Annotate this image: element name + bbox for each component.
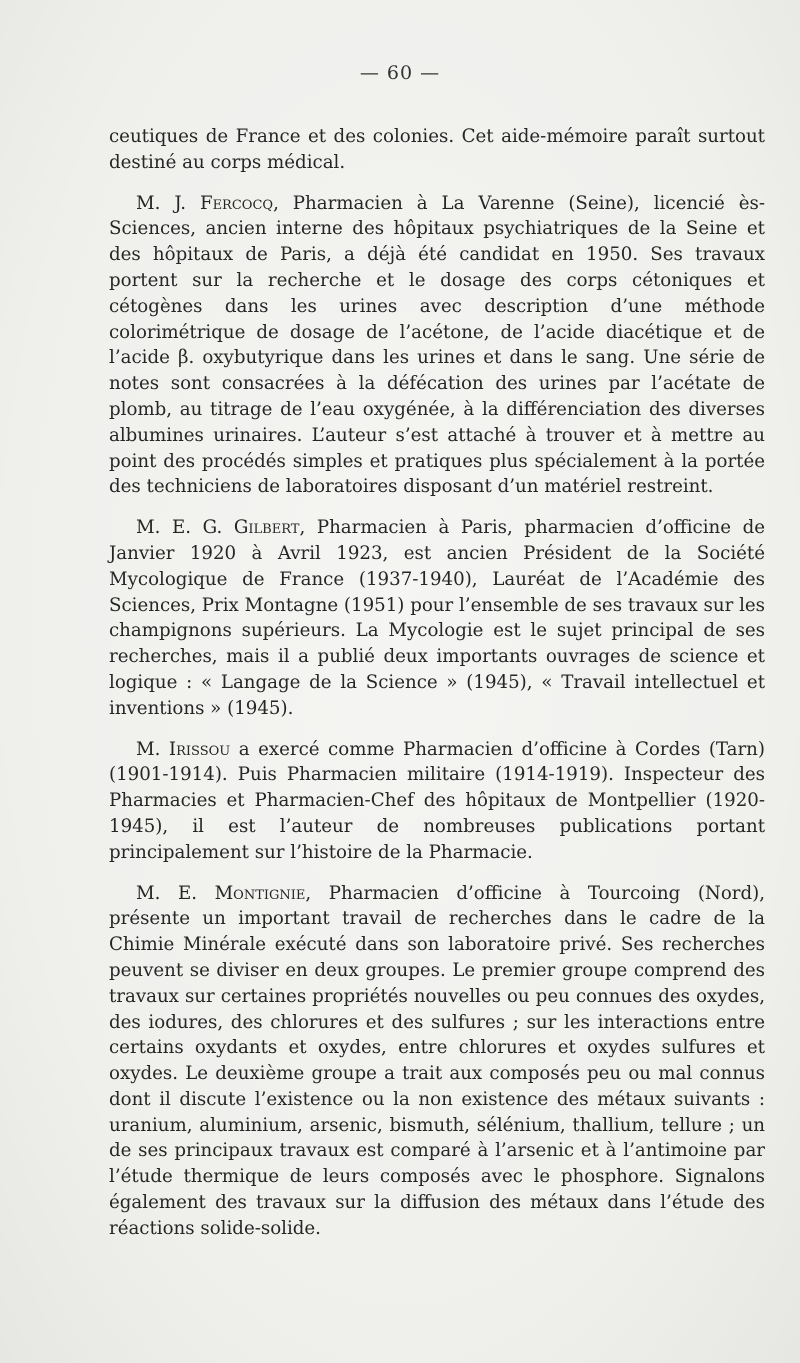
paragraph-irissou: [109, 737, 765, 866]
name-prefix: M. E.: [136, 882, 215, 904]
person-name-irissou: Irissou: [168, 738, 231, 760]
person-name-fercocq: Fercocq: [199, 192, 274, 214]
paragraph-text: , Pharmacien à Paris, pharmacien d’officine de Janvier 1920 à Avril 1923, est ancien Président de la Société Mycologique de France (1937-1940), Lauréat de l’Académie des Sciences, Prix Montagne (1951) pour l’ensemble de ses travaux sur les champignons supérieurs. La Mycologie est le sujet principal de ses recherches, mais il a publié deux importants ouvrages de science et logique : « Langage de la Science » (1945), « Travail intellectuel et inventions » (1945).: [109, 517, 766, 719]
paragraph-text: , Pharmacien d’officine à Tourcoing (Nord), présente un important travail de recherches dans le cadre de la Chimie Minérale exécuté dans son laboratoire privé. Ses recherches peuvent se diviser en deux groupes. Le premier groupe comprend des travaux sur certaines propriétés nouvelles ou peu connues des oxydes, des iodures, des chlorures et des sulfures ; sur les interactions entre certains oxydants et oxydes, entre chlorures et oxydes sulfures et oxydes. Le deuxième groupe a trait aux composés peu ou mal connus dont il discute l’existence ou la non existence des métaux suivants : uranium, aluminium, arsenic, bismuth, sélénium, thallium, tellure ; un de ses principaux travaux est comparé à l’arsenic et à l’antimoine par l’étude thermique de leurs composés avec le phosphore. Signalons également des travaux sur la diffusion des métaux dans l’étude des réactions solide-solide.: [109, 882, 765, 1239]
paragraph-intro-continuation: [109, 124, 765, 176]
person-name-gilbert: Gilbert: [233, 517, 300, 539]
name-prefix: M. J.: [136, 192, 200, 214]
name-prefix: M.: [136, 738, 169, 760]
page-number: — 60 —: [359, 62, 441, 84]
paragraph-fercocq: [109, 191, 765, 501]
name-prefix: M. E. G.: [136, 517, 234, 539]
paragraph-montignie: [109, 881, 765, 1242]
paragraph-text: a exercé comme Pharmacien d’officine à Cordes (Tarn) (1901-1914). Puis Pharmacien militaire (1914-1919). Inspecteur des Pharmacies et Pharmacien-Chef des hôpitaux de Montpellier (1920-1945), il est l’auteur de nombreuses publications portant principalement sur l’histoire de la Pharmacie.: [109, 738, 765, 863]
person-name-montignie: Montignie: [214, 882, 306, 904]
paragraph-text: ceutiques de France et des colonies. Cet aide-mémoire paraît surtout destiné au corps médical.: [109, 126, 765, 173]
paragraph-text: , Pharmacien à La Varenne (Seine), licencié ès-Sciences, ancien interne des hôpitaux psychiatriques de la Seine et des hôpitaux de Paris, a déjà été candidat en 1950. Ses travaux portent sur la recherche et le dosage des corps cétoniques et cétogènes dans les urines avec description d’une méthode colorimétrique de dosage de l’acétone, de l’acide diacétique et de l’acide β. oxybutyrique dans les urines et dans le sang. Une série de notes sont consacrées à la défécation des urines par l’acétate de plomb, au titrage de l’eau oxygénée, à la différenciation des diverses albumines urinaires. L’auteur s’est attaché à trouver et à mettre au point des procédés simples et pratiques plus spécialement à la portée des techniciens de laboratoires disposant d’un matériel restreint.: [109, 192, 765, 498]
body-text: [109, 124, 765, 1257]
paragraph-gilbert: [109, 515, 765, 721]
